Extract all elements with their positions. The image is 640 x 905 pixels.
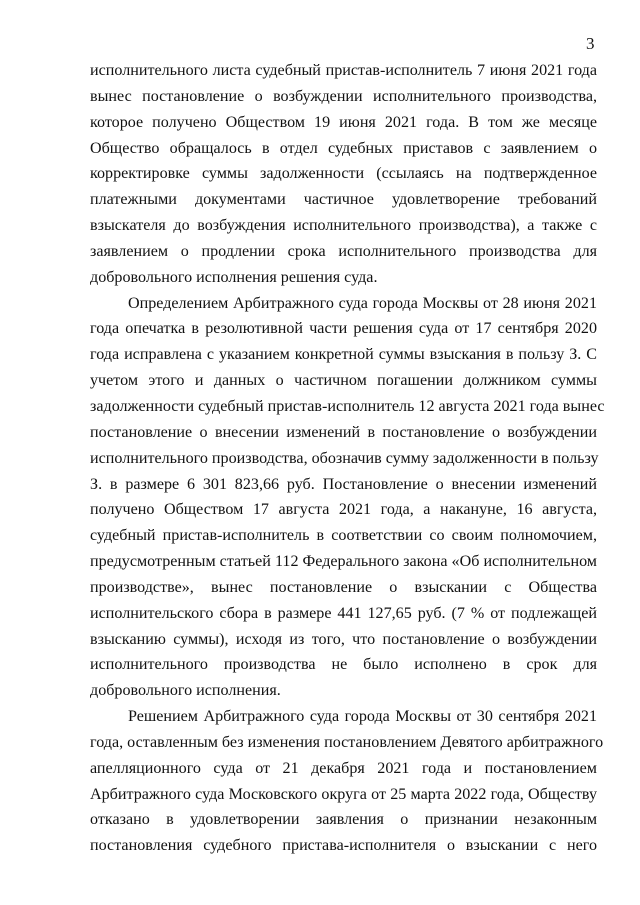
text-line: отказано в удовлетворении заявления о признании незаконным <box>90 811 597 829</box>
document-body <box>90 58 605 859</box>
text-line: вынес постановление о возбуждении исполнительного производства, <box>90 87 597 105</box>
text-line: предусмотренным статьей 112 Федерального закона «Об исполнительном <box>90 553 597 571</box>
text-line: исполнительного производства, обозначив сумму задолженности в пользу <box>90 449 599 467</box>
text-line: постановления судебного пристава-исполнителя о взыскании с него <box>90 837 597 855</box>
text-line: Общество обращалось в отдел судебных приставов с заявлением о <box>90 139 597 157</box>
text-line: апелляционного суда от 21 декабря 2021 года и постановлением <box>90 759 597 777</box>
paragraph-2 <box>90 291 605 705</box>
text-line: судебный пристав-исполнитель в соответствии со своим полномочием, <box>90 527 597 545</box>
text-line: получено Обществом 17 августа 2021 года, а накануне, 16 августа, <box>90 501 597 519</box>
text-line: производстве», вынес постановление о взыскании с Общества <box>90 578 597 596</box>
text-line: постановление о внесении изменений в постановление о возбуждении <box>90 423 597 441</box>
text-line: задолженности судебный пристав-исполнитель 12 августа 2021 года вынес <box>90 397 605 415</box>
text-line: добровольного исполнения. <box>90 682 281 700</box>
text-line: исполнительного листа судебный пристав-исполнитель 7 июня 2021 года <box>90 62 597 79</box>
text-line: заявлением о продлении срока исполнительного производства для <box>90 242 597 260</box>
text-line: года опечатка в резолютивной части решения суда от 17 сентября 2020 <box>90 320 597 338</box>
text-line: взыскателя до возбуждения исполнительного производства), а также с <box>90 217 597 235</box>
text-line: исполнительского сбора в размере 441 127,65 руб. (7 % от подлежащей <box>90 604 597 622</box>
text-line: Арбитражного суда Московского округа от 25 марта 2022 года, Обществу <box>90 785 597 803</box>
text-line: года, оставленным без изменения постановлением Девятого арбитражного <box>90 733 604 751</box>
paragraph-1 <box>90 58 597 291</box>
text-line: платежными документами частичное удовлетворение требований <box>90 191 597 209</box>
text-line: которое получено Обществом 19 июня 2021 года. В том же месяце <box>90 113 597 131</box>
text-line: взысканию суммы), исходя из того, что постановление о возбуждении <box>90 630 597 648</box>
paragraph-3 <box>90 704 604 859</box>
text-line: З. в размере 6 301 823,66 руб. Постановление о внесении изменений <box>90 475 597 493</box>
text-line: года исправлена с указанием конкретной суммы взыскания в пользу З. С <box>90 346 597 364</box>
text-line: Решением Арбитражного суда города Москвы от 30 сентября 2021 <box>128 708 597 726</box>
text-line: Определением Арбитражного суда города Москвы от 28 июня 2021 <box>128 294 597 312</box>
page-number: 3 <box>586 34 595 53</box>
text-line: учетом этого и данных о частичном погашении должником суммы <box>90 372 597 390</box>
text-line: исполнительного производства не было исполнено в срок для <box>90 656 597 674</box>
text-line: корректировке суммы задолженности (ссылаясь на подтвержденное <box>90 165 597 183</box>
text-line: добровольного исполнения решения суда. <box>90 268 378 286</box>
